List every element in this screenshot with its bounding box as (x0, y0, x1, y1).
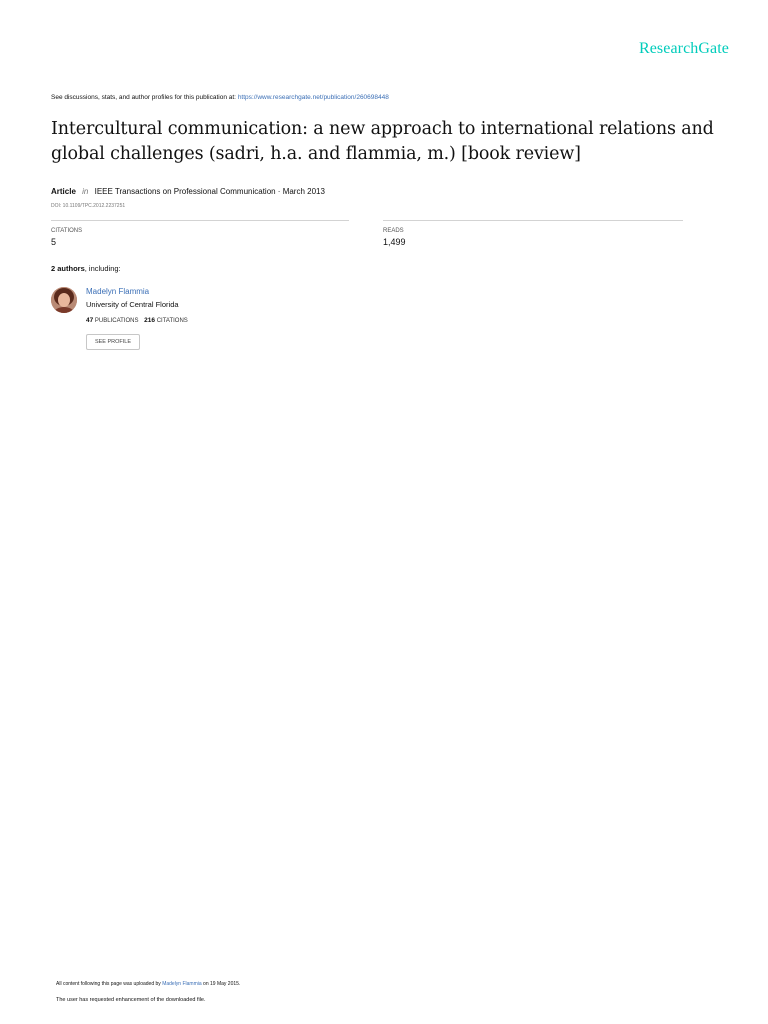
discussion-line (51, 94, 389, 101)
see-profile-button[interactable]: SEE PROFILE (86, 334, 140, 350)
journal-date: IEEE Transactions on Professional Communication · March 2013 (94, 187, 325, 196)
citations-value: 5 (51, 237, 57, 247)
doi: DOI: 10.1109/TPC.2012.2237251 (51, 203, 126, 209)
author-publications-label: PUBLICATIONS (94, 318, 139, 324)
publication-url-link[interactable]: https://www.researchgate.net/publication/260698448 (237, 94, 389, 101)
author-publications-count: 47 (86, 317, 94, 324)
publication-meta (51, 187, 325, 196)
reads-label: READS (383, 228, 404, 234)
enhancement-note: The user has requested enhancement of the downloaded file. (56, 997, 206, 1003)
reads-value: 1,499 (383, 237, 406, 247)
authors-heading (51, 264, 121, 273)
author-citations-label: CITATIONS (156, 318, 188, 324)
citations-label: CITATIONS (51, 228, 83, 234)
author-citations-count: 216 (144, 317, 156, 324)
author-avatar[interactable] (51, 287, 77, 313)
uploader-link[interactable]: Madelyn Flammia (162, 981, 202, 987)
author-stats (86, 317, 192, 324)
author-affiliation: University of Central Florida (86, 300, 179, 309)
citations-stat (51, 220, 349, 247)
reads-stat (383, 220, 683, 247)
in-label: in (82, 187, 89, 196)
upload-prefix: All content following this page was uploaded by (56, 981, 161, 987)
publication-type: Article (51, 187, 76, 196)
discussion-text: See discussions, stats, and author profiles for this publication at: (51, 94, 236, 101)
author-name-link[interactable]: Madelyn Flammia (86, 287, 150, 296)
author-photo-icon (51, 287, 77, 313)
authors-count: 2 authors (51, 264, 85, 273)
upload-note (56, 981, 240, 987)
researchgate-logo[interactable]: ResearchGate (638, 40, 729, 57)
authors-including: , including: (84, 264, 121, 273)
publication-title: Intercultural communication: a new approach to international relations and global challenges (sadri, h.a. and flammia, m.) [book review] (51, 119, 714, 164)
upload-suffix: on 19 May 2015. (203, 981, 241, 987)
